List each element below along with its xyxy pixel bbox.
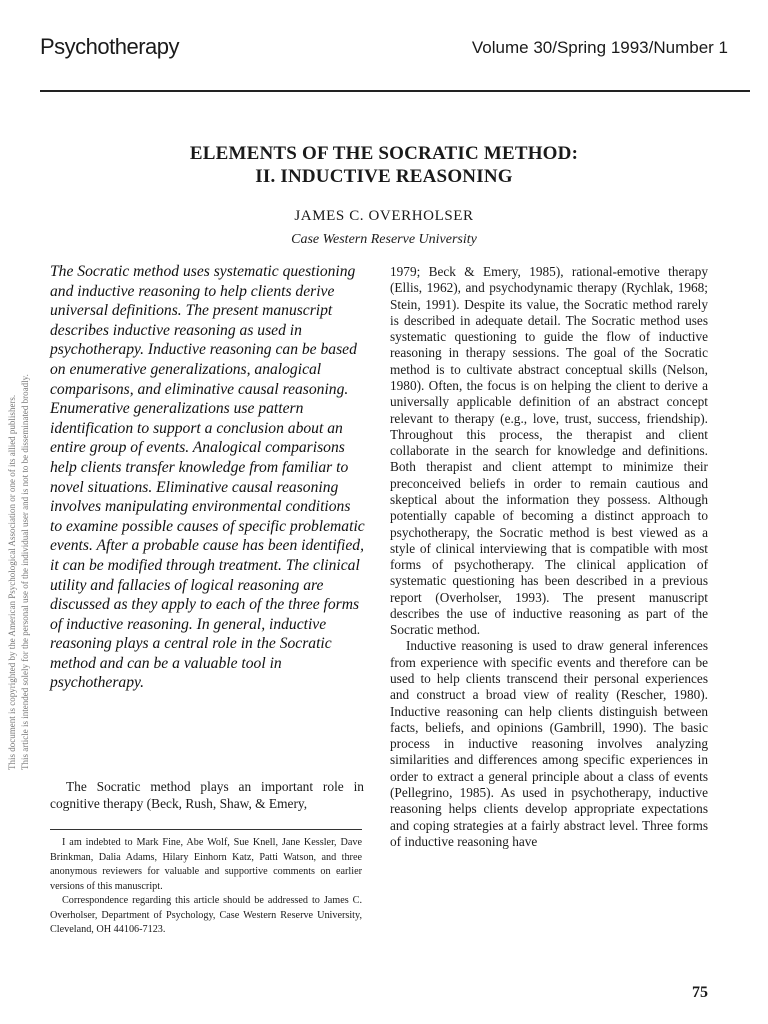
copyright-line-1: This document is copyrighted by the American Psychological Association or one of its allied publishers.	[7, 394, 17, 770]
footnotes	[50, 836, 362, 938]
page-number: 75	[692, 984, 708, 1001]
author-affiliation: Case Western Reserve University	[291, 232, 477, 247]
article-title	[0, 142, 768, 188]
footnote-rule	[50, 829, 362, 830]
right-column	[390, 264, 708, 850]
copyright-notice	[6, 250, 32, 770]
copyright-line-2: This article is intended solely for the personal use of the individual user and is not to be disseminated broadly.	[20, 374, 30, 770]
body-paragraph-2: Inductive reasoning is used to draw general inferences from experience with specific events and therefore can be used to help clients transcend their personal experiences and construct a broad view of reality (Rescher, 1980). Inductive reasoning can help clients distinguish between facts, beliefs, and opinions (Gambrill, 1990). The basic process in inductive reasoning involves analyzing similarities and differences among specific experiences in order to extract a general principle about a class of events (Pellegrino, 1985). As used in psychotherapy, inductive reasoning helps clients develop appropriate expectations and coping strategies at a fairly abstract level. Three forms of inductive reasoning have	[390, 638, 708, 849]
author-name: JAMES C. OVERHOLSER	[294, 208, 474, 224]
header-rule	[40, 90, 750, 92]
volume-info: Volume 30/Spring 1993/Number 1	[471, 38, 728, 57]
abstract: The Socratic method uses systematic questioning and inductive reasoning to help clients derive universal definitions. The present manuscript describes inductive reasoning as used in psychotherapy. Inductive reasoning can be based on enumerative generalizations, analogical comparisons, and eliminative causal reasoning. Enumerative generalizations use pattern identification to support a conclusion about an entire group of events. Analogical comparisons help clients transfer knowledge from familiar to novel situations. Eliminative causal reasoning involves manipulating environmental conditions to examine possible causes of specific problematic events. After a probable cause has been identified, it can be modified through treatment. The clinical utility and fallacies of logical reasoning are discussed as they apply to each of the three forms of inductive reasoning. In general, inductive reasoning plays a central role in the Socratic method and can be a valuable tool in psychotherapy.	[50, 263, 365, 692]
title-line-2: II. INDUCTIVE REASONING	[255, 166, 513, 187]
body-paragraph-1: 1979; Beck & Emery, 1985), rational-emotive therapy (Ellis, 1962), and psychodynamic therapy (Rychlak, 1968; Stein, 1991). Despite its value, the Socratic method rarely is described in adequate detail. The Socratic method uses systematic questioning to guide the flow of inductive reasoning in therapy sessions. The goal of the Socratic method is to cultivate abstract conceptual skills (Nelson, 1980). Often, the focus is on helping the client to derive a universally applicable definition of an abstract concept relevant to therapy (e.g., love, trust, success, friendship). Throughout this process, the therapist and client collaborate in the search for knowledge and definitions. Both therapist and client attempt to minimize their preconceived beliefs in order to remain cautious and skeptical about the information they possess. Although potentially capable of becoming a distinct approach to psychotherapy, the Socratic method is best viewed as a style of clinical interviewing that is compatible with most forms of psychotherapy. The clinical application of systematic questioning has been described in a previous report (Overholser, 1993). The present manuscript describes the use of inductive reasoning as part of the Socratic method.	[390, 264, 708, 638]
intro-paragraph: The Socratic method plays an important role in cognitive therapy (Beck, Rush, Shaw, & Emery,	[50, 779, 364, 811]
title-line-1: ELEMENTS OF THE SOCRATIC METHOD:	[189, 143, 579, 164]
journal-name: Psychotherapy	[40, 34, 180, 59]
correspondence-footnote: Correspondence regarding this article should be addressed to James C. Overholser, Department of Psychology, Case Western Reserve University, Cleveland, OH 44106-7123.	[50, 895, 362, 935]
acknowledgment-footnote: I am indebted to Mark Fine, Abe Wolf, Sue Knell, Jane Kessler, Dave Brinkman, Dalia Adams, Hilary Einhorn Katz, Patti Watson, and three anonymous reviewers for valuable and supportive comments on earlier versions of this manuscript.	[50, 837, 362, 892]
